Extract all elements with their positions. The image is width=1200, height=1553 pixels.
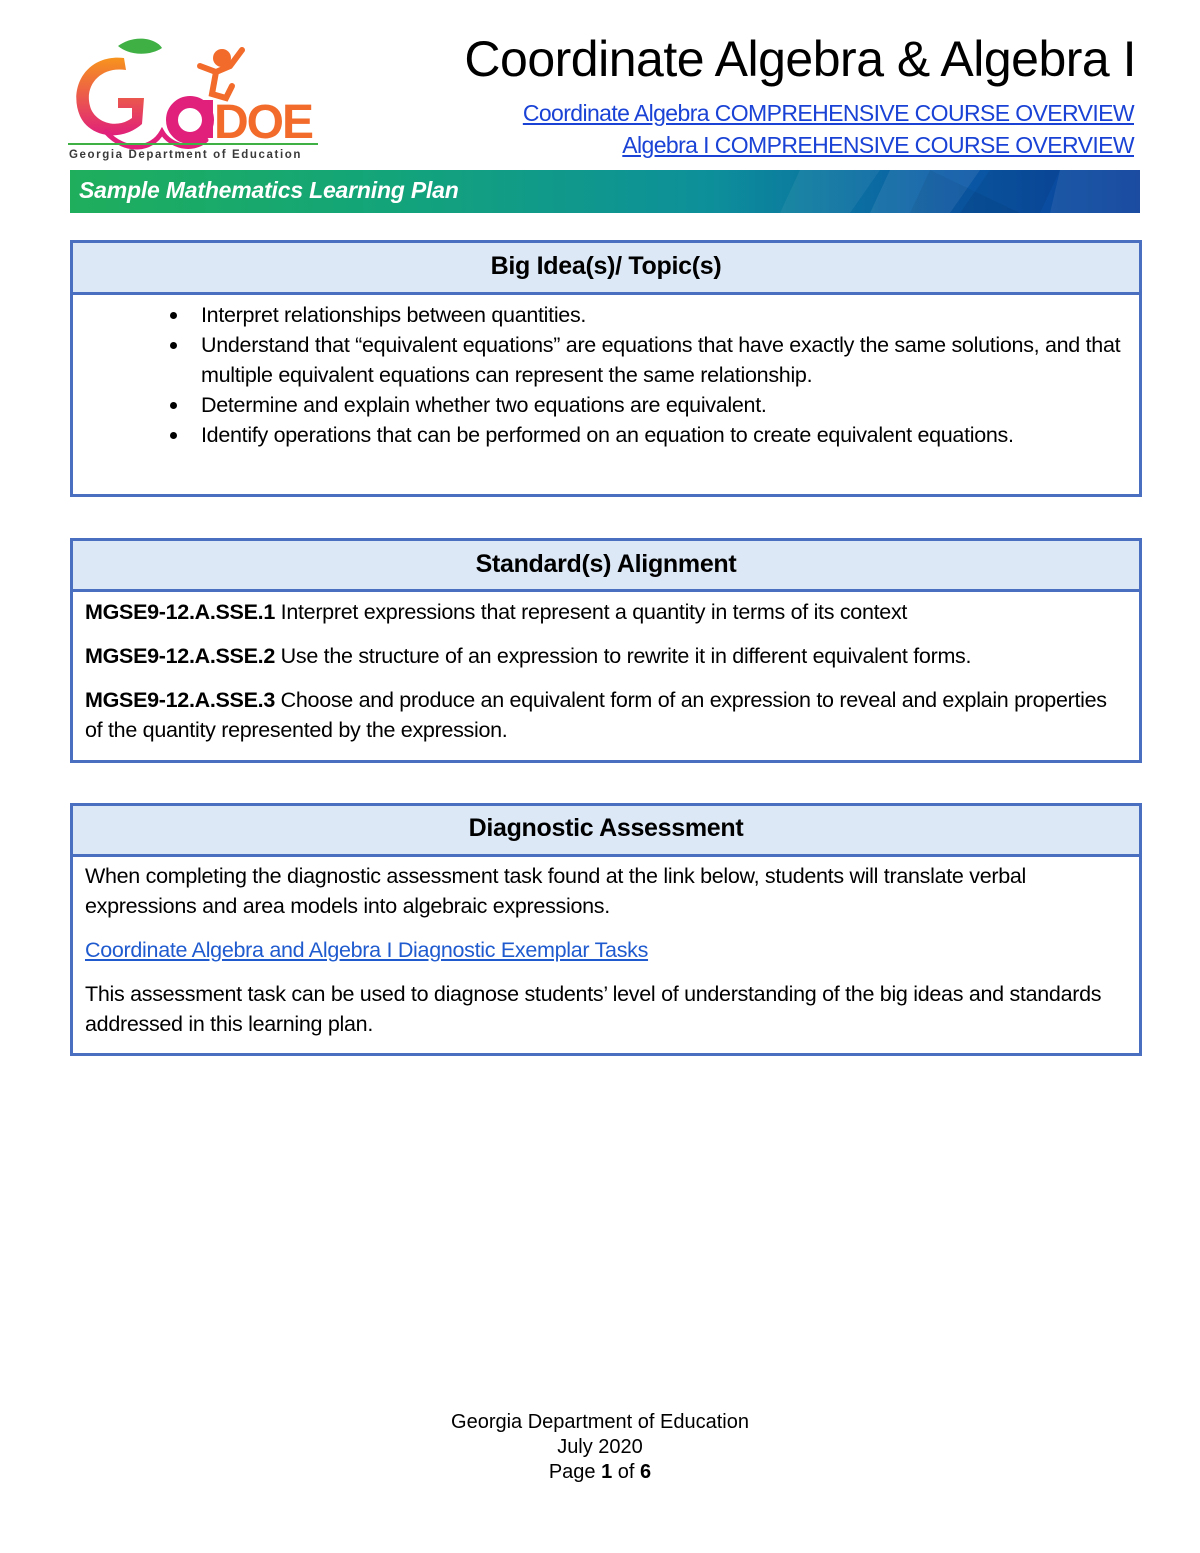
footer-org: Georgia Department of Education (451, 1411, 749, 1433)
standard-item (85, 641, 1127, 671)
coordinate-algebra-overview-link[interactable]: Coordinate Algebra COMPREHENSIVE COURSE OVERVIEW (522, 100, 1134, 126)
list-item: Interpret relationships between quantities. (201, 300, 1127, 330)
diagnostic-section (70, 803, 1142, 1056)
standard-code: MGSE9-12.A.SSE.2 (85, 644, 275, 668)
page-footer (0, 1410, 1200, 1485)
standard-text: Use the structure of an expression to rewrite it in different equivalent forms. (274, 644, 972, 668)
diagnostic-note: This assessment task can be used to diagnose students’ level of understanding of the big ideas and standards addressed in this learning plan. (85, 982, 1102, 1036)
list-item: Identify operations that can be performed on an equation to create equivalent equations. (201, 420, 1127, 450)
banner-decoration (760, 170, 1140, 213)
list-item: Understand that “equivalent equations” are equations that have exactly the same solutions, and that multiple equivalent equations can represent the same relationship. (201, 330, 1127, 390)
leaf-icon (118, 39, 162, 54)
footer-date: July 2020 (557, 1436, 643, 1458)
diagnostic-tasks-link[interactable]: Coordinate Algebra and Algebra I Diagnostic Exemplar Tasks (85, 938, 649, 962)
standard-text: Interpret expressions that represent a quantity in terms of its context (274, 600, 908, 624)
standard-item (85, 597, 1127, 627)
diagnostic-heading: Diagnostic Assessment (73, 806, 1139, 857)
diagnostic-intro: When completing the diagnostic assessment task found at the link below, students will translate verbal expressions and area models into algebraic expressions. (85, 864, 1027, 918)
standard-text: Choose and produce an equivalent form of an expression to reveal and explain properties of the quantity represented by the expression. (85, 688, 1107, 742)
list-item: Determine and explain whether two equations are equivalent. (201, 390, 1127, 420)
page-total: 6 (640, 1461, 652, 1483)
standard-item (85, 685, 1127, 745)
page-of: of (612, 1461, 641, 1483)
standard-code: MGSE9-12.A.SSE.1 (85, 600, 275, 624)
banner-title: Sample Mathematics Learning Plan (79, 177, 459, 203)
learning-plan-banner (70, 170, 1140, 213)
page-prefix: Page (548, 1461, 602, 1483)
standards-heading: Standard(s) Alignment (73, 541, 1139, 592)
standards-section (70, 538, 1142, 763)
gadoe-logo (66, 36, 322, 166)
document-title: Coordinate Algebra & Algebra I (464, 31, 1136, 87)
logo-subtitle: Georgia Department of Education (69, 149, 302, 161)
svg-text:DOE: DOE (214, 96, 313, 149)
gadoe-logo-graphic (66, 36, 322, 166)
algebra-i-overview-link[interactable]: Algebra I COMPREHENSIVE COURSE OVERVIEW (622, 132, 1134, 158)
standard-code: MGSE9-12.A.SSE.3 (85, 688, 275, 712)
big-ideas-list (85, 300, 1127, 450)
big-ideas-section (70, 240, 1142, 497)
page-number (0, 1460, 1200, 1485)
page-current: 1 (601, 1461, 613, 1483)
course-overview-links (523, 97, 1134, 161)
big-ideas-heading: Big Idea(s)/ Topic(s) (73, 243, 1139, 295)
